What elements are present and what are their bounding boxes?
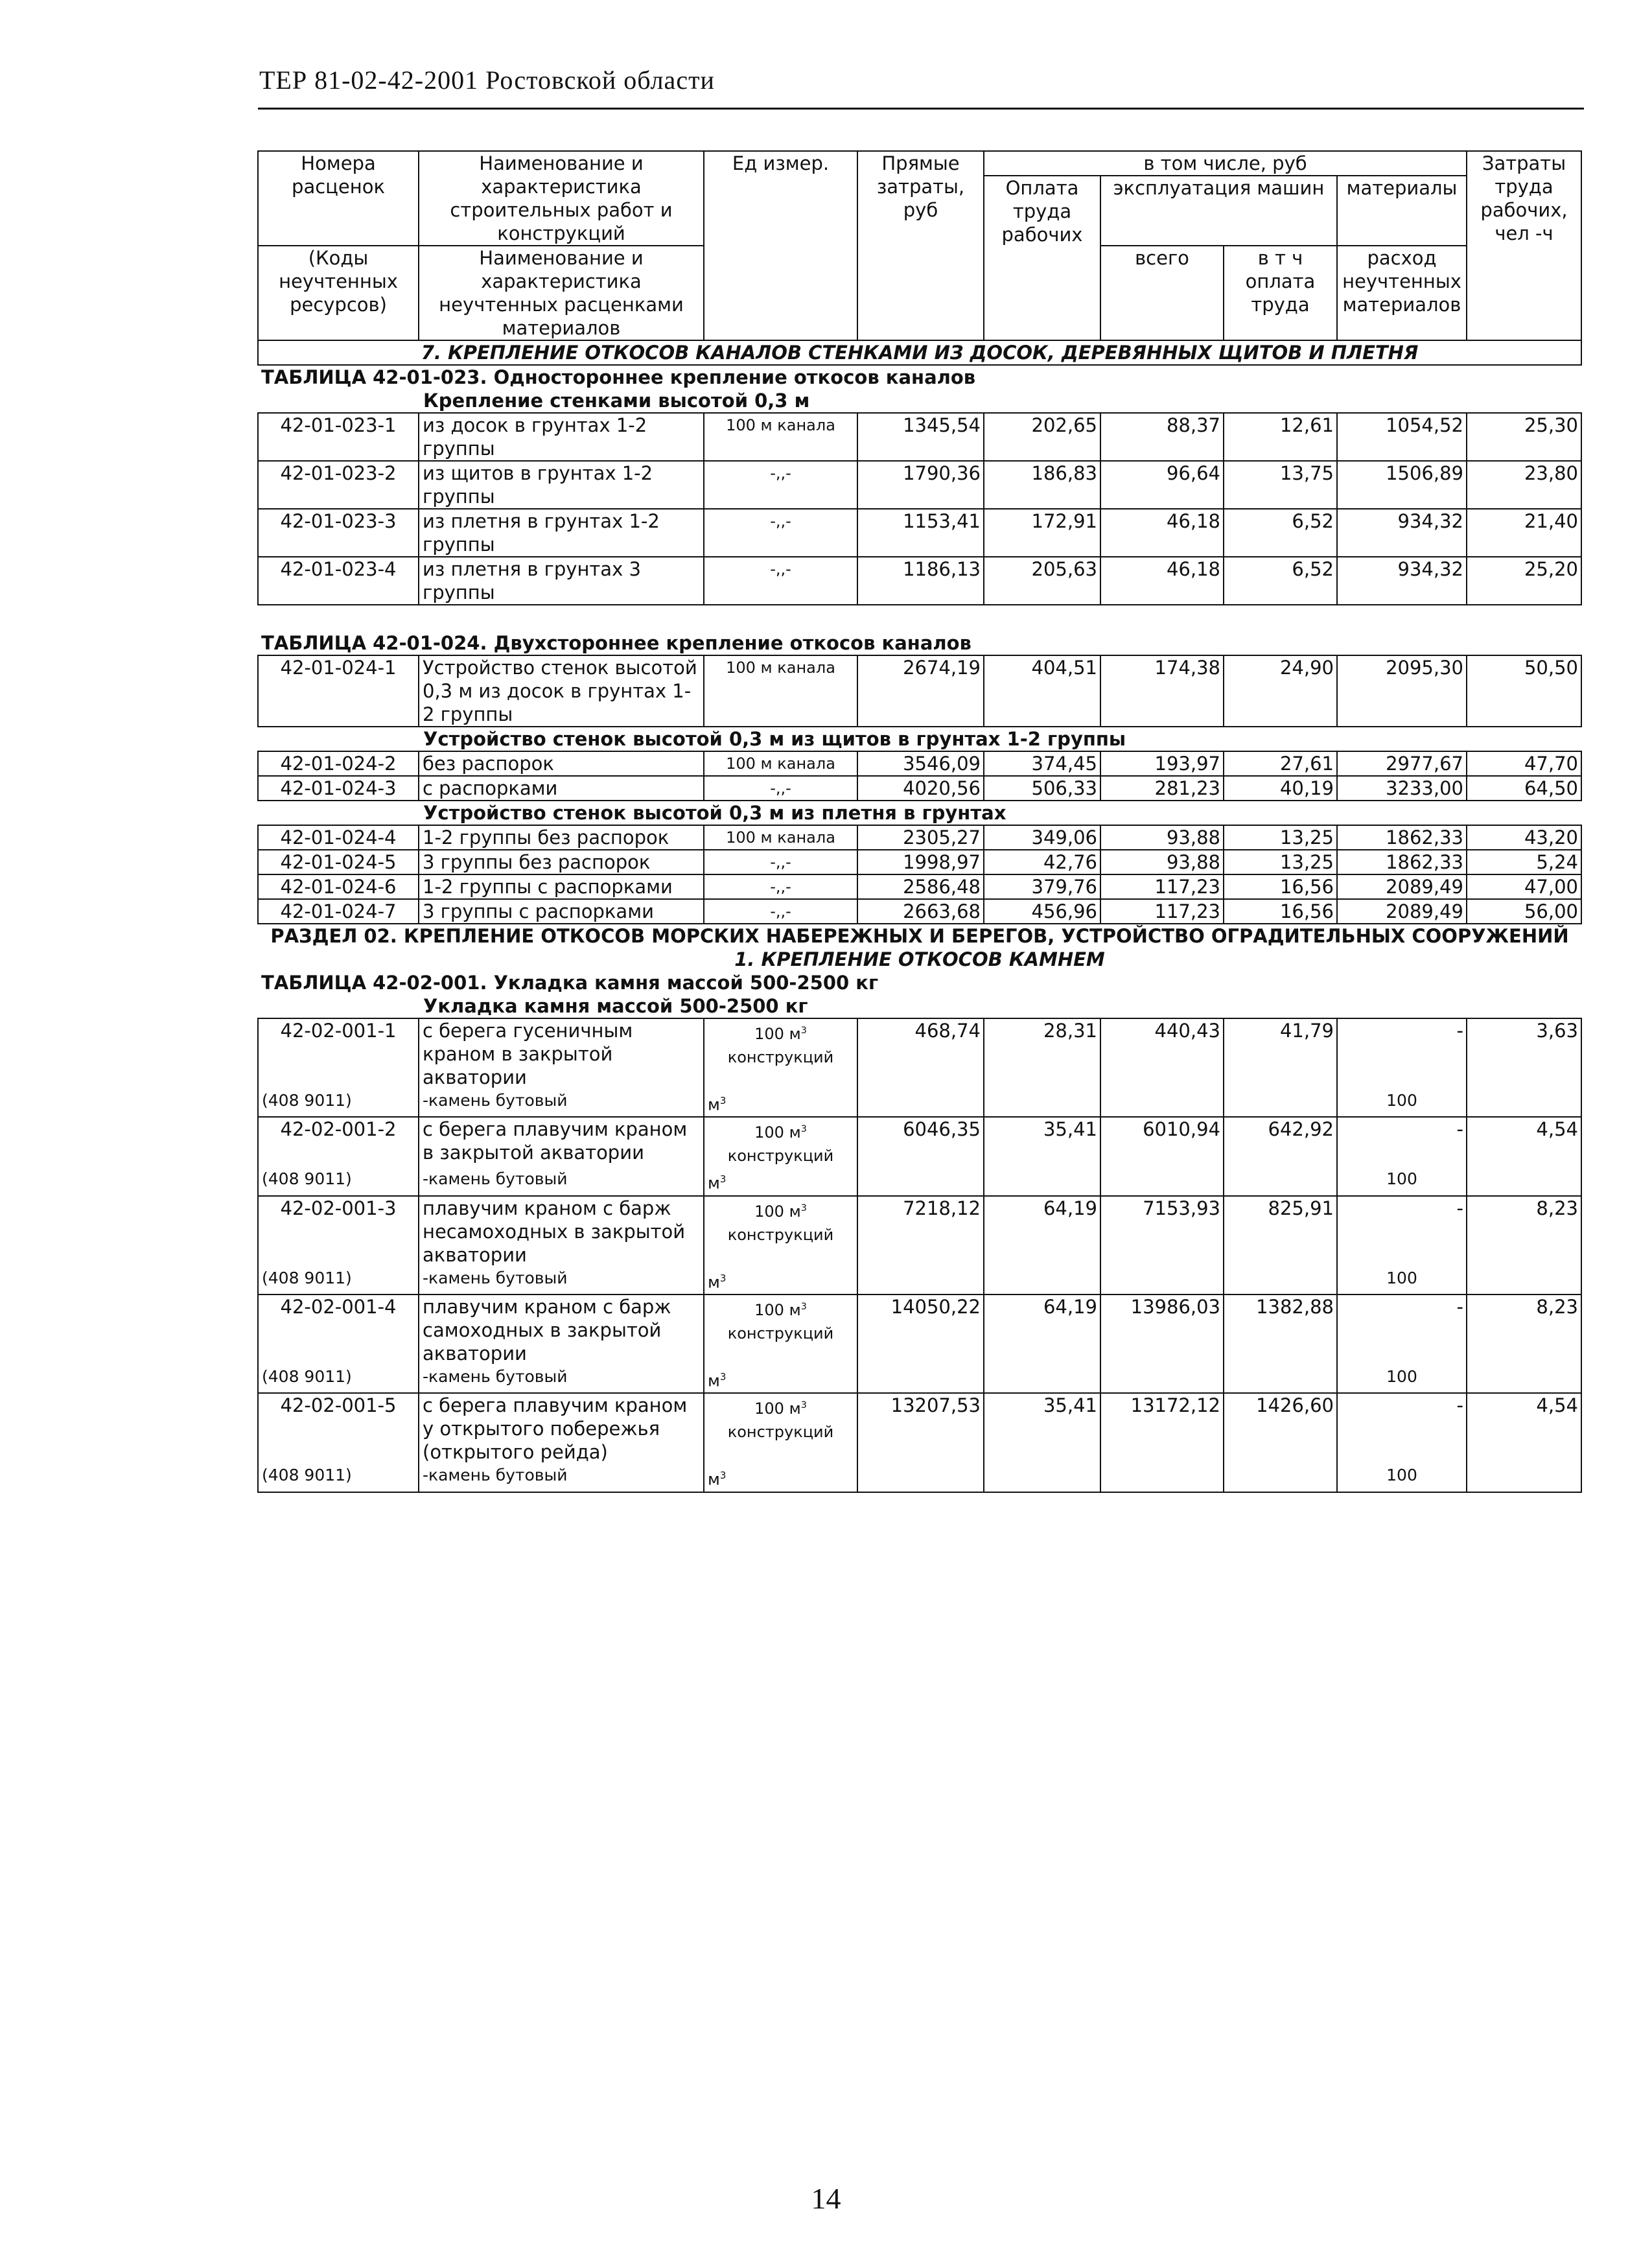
col-name-bottom: Наименование и характеристика неучтенных расценками материалов [419, 246, 704, 340]
res-empty-1 [857, 1365, 984, 1393]
materials-cost: - [1337, 1018, 1467, 1089]
direct-cost: 14050,22 [857, 1295, 984, 1365]
col-materials-sub: расход неучтенных материалов [1337, 246, 1467, 340]
machines-cost: 117,23 [1100, 899, 1224, 924]
resource-qty: 100 [1337, 1167, 1467, 1195]
labor-hours: 56,00 [1467, 899, 1581, 924]
res-empty-1 [857, 1267, 984, 1295]
work-name: с берега плавучим краном у открытого побережья (открытого рейда) [419, 1393, 704, 1464]
materials-cost: - [1337, 1295, 1467, 1365]
direct-cost: 7218,12 [857, 1196, 984, 1267]
work-name: 3 группы с распорками [419, 899, 704, 924]
table-row [258, 509, 1581, 557]
labor-hours: 25,20 [1467, 557, 1581, 605]
resource-name: -камень бутовый [419, 1167, 704, 1195]
labor-hours: 25,30 [1467, 413, 1581, 461]
rate-code: 42-01-024-2 [258, 751, 419, 776]
labor-hours: 8,23 [1467, 1196, 1581, 1267]
res-empty-2 [984, 1267, 1100, 1295]
section-1-title: 1. КРЕПЛЕНИЕ ОТКОСОВ КАМНЕМ [734, 948, 1105, 970]
col-machines: эксплуатация машин [1100, 176, 1337, 246]
resource-code: (408 9011) [258, 1089, 419, 1117]
res-empty-4 [1224, 1267, 1337, 1295]
resource-name: -камень бутовый [419, 1267, 704, 1295]
resource-row [258, 1464, 1581, 1492]
unit: -,,- [704, 509, 857, 557]
work-name: из плетня в грунтах 1-2 группы [419, 509, 704, 557]
direct-cost: 6046,35 [857, 1117, 984, 1167]
rate-code: 42-01-023-1 [258, 413, 419, 461]
machines-labor-cost: 12,61 [1224, 413, 1337, 461]
resource-row [258, 1089, 1581, 1117]
direct-cost: 3546,09 [857, 751, 984, 776]
table-row [258, 1295, 1581, 1365]
work-name: из досок в грунтах 1-2 группы [419, 413, 704, 461]
work-name: 3 группы без распорок [419, 850, 704, 874]
table-024-body-a [258, 655, 1581, 727]
machines-cost: 440,43 [1100, 1018, 1224, 1089]
work-name: с берега гусеничным краном в закрытой акватории [419, 1018, 704, 1089]
direct-cost: 2663,68 [857, 899, 984, 924]
rates-table [257, 150, 1582, 1493]
rate-code: 42-02-001-5 [258, 1393, 419, 1464]
labor-hours: 64,50 [1467, 776, 1581, 801]
materials-cost: 2089,49 [1337, 874, 1467, 899]
machines-cost: 13172,12 [1100, 1393, 1224, 1464]
section-7-title: 7. КРЕПЛЕНИЕ ОТКОСОВ КАНАЛОВ СТЕНКАМИ ИЗ ДОСОК, ДЕРЕВЯННЫХ ЩИТОВ И ПЛЕТНЯ [258, 340, 1581, 365]
rate-code: 42-02-001-4 [258, 1295, 419, 1365]
rate-code: 42-01-024-7 [258, 899, 419, 924]
resource-row [258, 1167, 1581, 1195]
labor-cost: 374,45 [984, 751, 1100, 776]
labor-cost: 456,96 [984, 899, 1100, 924]
direct-cost: 1153,41 [857, 509, 984, 557]
work-name: с распорками [419, 776, 704, 801]
machines-cost: 13986,03 [1100, 1295, 1224, 1365]
rate-code: 42-01-024-3 [258, 776, 419, 801]
col-code-bottom: (Коды неучтенных ресурсов) [258, 246, 419, 340]
materials-cost: 1506,89 [1337, 461, 1467, 509]
machines-labor-cost: 13,25 [1224, 825, 1337, 850]
table-001-subtitle: Укладка камня массой 500-2500 кг [423, 995, 808, 1017]
rate-code: 42-01-024-6 [258, 874, 419, 899]
res-empty-4 [1224, 1365, 1337, 1393]
res-empty-3 [1100, 1089, 1224, 1117]
machines-labor-cost: 16,56 [1224, 899, 1337, 924]
machines-cost: 46,18 [1100, 557, 1224, 605]
resource-code: (408 9011) [258, 1365, 419, 1393]
resource-name: -камень бутовый [419, 1365, 704, 1393]
labor-hours: 47,00 [1467, 874, 1581, 899]
resource-row [258, 1267, 1581, 1295]
materials-cost: 2089,49 [1337, 899, 1467, 924]
machines-labor-cost: 24,90 [1224, 655, 1337, 727]
direct-cost: 2305,27 [857, 825, 984, 850]
table-row [258, 899, 1581, 924]
col-machines-labor: в т ч оплата труда [1224, 246, 1337, 340]
table-row [258, 655, 1581, 727]
work-name: с берега плавучим краном в закрытой акватории [419, 1117, 704, 1167]
resource-unit: $м^3$ [704, 1464, 857, 1492]
work-name: без распорок [419, 751, 704, 776]
materials-cost: 934,32 [1337, 509, 1467, 557]
materials-cost: - [1337, 1196, 1467, 1267]
materials-cost: 3233,00 [1337, 776, 1467, 801]
machines-cost: 93,88 [1100, 850, 1224, 874]
page-number: 14 [811, 2182, 841, 2215]
col-labor: Оплата труда рабочих [984, 176, 1100, 340]
res-empty-5 [1467, 1089, 1581, 1117]
rate-code: 42-01-024-1 [258, 655, 419, 727]
table-024-title: ТАБЛИЦА 42-01-024. Двухстороннее крепление откосов каналов [261, 632, 971, 654]
labor-cost: 404,51 [984, 655, 1100, 727]
machines-cost: 281,23 [1100, 776, 1224, 801]
materials-cost: - [1337, 1393, 1467, 1464]
labor-cost: 64,19 [984, 1196, 1100, 1267]
rate-code: 42-01-023-2 [258, 461, 419, 509]
unit: -,,- [704, 874, 857, 899]
unit: 100 м канала [704, 825, 857, 850]
labor-cost: 205,63 [984, 557, 1100, 605]
unit: 100 м канала [704, 655, 857, 727]
labor-cost: 28,31 [984, 1018, 1100, 1089]
rate-code: 42-02-001-2 [258, 1117, 419, 1167]
rate-code: 42-01-023-4 [258, 557, 419, 605]
machines-labor-cost: 825,91 [1224, 1196, 1337, 1267]
machines-labor-cost: 16,56 [1224, 874, 1337, 899]
resource-qty: 100 [1337, 1464, 1467, 1492]
resource-qty: 100 [1337, 1267, 1467, 1295]
resource-qty: 100 [1337, 1089, 1467, 1117]
res-empty-5 [1467, 1167, 1581, 1195]
res-empty-3 [1100, 1267, 1224, 1295]
res-empty-1 [857, 1089, 984, 1117]
machines-cost: 96,64 [1100, 461, 1224, 509]
unit: -,,- [704, 776, 857, 801]
unit: 100 $м^3$ конструкций [704, 1196, 857, 1267]
labor-hours: 21,40 [1467, 509, 1581, 557]
unit: 100 $м^3$ конструкций [704, 1018, 857, 1089]
res-empty-2 [984, 1167, 1100, 1195]
res-empty-1 [857, 1167, 984, 1195]
materials-cost: 934,32 [1337, 557, 1467, 605]
document-header: ТЕР 81-02-42-2001 Ростовской области [259, 65, 715, 95]
labor-cost: 64,19 [984, 1295, 1100, 1365]
machines-cost: 117,23 [1100, 874, 1224, 899]
table-001-body [258, 1018, 1581, 1492]
table-row [258, 776, 1581, 801]
rate-code: 42-02-001-3 [258, 1196, 419, 1267]
unit: 100 м канала [704, 751, 857, 776]
unit: 100 $м^3$ конструкций [704, 1117, 857, 1167]
work-name: плавучим краном с барж несамоходных в закрытой акватории [419, 1196, 704, 1267]
machines-cost: 6010,94 [1100, 1117, 1224, 1167]
labor-hours: 4,54 [1467, 1117, 1581, 1167]
table-row [258, 825, 1581, 850]
direct-cost: 468,74 [857, 1018, 984, 1089]
table-024-subtitle-b: Устройство стенок высотой 0,3 м из плетня в грунтах [423, 802, 1006, 824]
labor-hours: 5,24 [1467, 850, 1581, 874]
table-023-body [258, 413, 1581, 605]
unit: -,,- [704, 850, 857, 874]
direct-cost: 2674,19 [857, 655, 984, 727]
machines-cost: 46,18 [1100, 509, 1224, 557]
materials-cost: - [1337, 1117, 1467, 1167]
res-empty-4 [1224, 1464, 1337, 1492]
col-unit: Ед измер. [704, 151, 857, 340]
direct-cost: 2586,48 [857, 874, 984, 899]
resource-name: -камень бутовый [419, 1464, 704, 1492]
labor-hours: 4,54 [1467, 1393, 1581, 1464]
machines-labor-cost: 13,75 [1224, 461, 1337, 509]
machines-labor-cost: 1382,88 [1224, 1295, 1337, 1365]
labor-cost: 42,76 [984, 850, 1100, 874]
materials-cost: 1862,33 [1337, 850, 1467, 874]
res-empty-3 [1100, 1464, 1224, 1492]
resource-code: (408 9011) [258, 1167, 419, 1195]
table-row [258, 1117, 1581, 1167]
spacer [258, 605, 1581, 631]
res-empty-4 [1224, 1089, 1337, 1117]
table-row [258, 413, 1581, 461]
table-row [258, 1018, 1581, 1089]
table-024-body-b [258, 751, 1581, 801]
res-empty-2 [984, 1089, 1100, 1117]
direct-cost: 1998,97 [857, 850, 984, 874]
col-incl: в том числе, руб [984, 151, 1467, 176]
machines-labor-cost: 41,79 [1224, 1018, 1337, 1089]
labor-cost: 35,41 [984, 1393, 1100, 1464]
col-direct: Прямые затраты, руб [857, 151, 984, 340]
machines-cost: 7153,93 [1100, 1196, 1224, 1267]
rate-code: 42-01-023-3 [258, 509, 419, 557]
machines-labor-cost: 6,52 [1224, 509, 1337, 557]
unit: -,,- [704, 461, 857, 509]
price-table [257, 150, 1581, 1493]
labor-hours: 8,23 [1467, 1295, 1581, 1365]
resource-unit: $м^3$ [704, 1365, 857, 1393]
direct-cost: 13207,53 [857, 1393, 984, 1464]
work-name: из щитов в грунтах 1-2 группы [419, 461, 704, 509]
res-empty-3 [1100, 1167, 1224, 1195]
machines-labor-cost: 1426,60 [1224, 1393, 1337, 1464]
labor-hours: 23,80 [1467, 461, 1581, 509]
resource-code: (408 9011) [258, 1464, 419, 1492]
machines-labor-cost: 13,25 [1224, 850, 1337, 874]
machines-cost: 193,97 [1100, 751, 1224, 776]
table-row [258, 557, 1581, 605]
res-empty-2 [984, 1365, 1100, 1393]
work-name: 1-2 группы без распорок [419, 825, 704, 850]
labor-hours: 50,50 [1467, 655, 1581, 727]
resource-unit: $м^3$ [704, 1267, 857, 1295]
table-023-subtitle: Крепление стенками высотой 0,3 м [423, 390, 810, 412]
labor-cost: 35,41 [984, 1117, 1100, 1167]
labor-hours: 43,20 [1467, 825, 1581, 850]
materials-cost: 2977,67 [1337, 751, 1467, 776]
unit: -,,- [704, 899, 857, 924]
resource-row [258, 1365, 1581, 1393]
table-024-subtitle-a: Устройство стенок высотой 0,3 м из щитов в грунтах 1-2 группы [423, 728, 1126, 750]
unit: -,,- [704, 557, 857, 605]
direct-cost: 1345,54 [857, 413, 984, 461]
work-name: 1-2 группы с распорками [419, 874, 704, 899]
resource-unit: $м^3$ [704, 1089, 857, 1117]
col-name-top: Наименование и характеристика строительных работ и конструкций [419, 151, 704, 246]
resource-name: -камень бутовый [419, 1089, 704, 1117]
res-empty-5 [1467, 1464, 1581, 1492]
table-023-title: ТАБЛИЦА 42-01-023. Одностороннее крепление откосов каналов [261, 366, 976, 388]
col-machines-total: всего [1100, 246, 1224, 340]
resource-qty: 100 [1337, 1365, 1467, 1393]
res-empty-5 [1467, 1365, 1581, 1393]
machines-cost: 88,37 [1100, 413, 1224, 461]
res-empty-4 [1224, 1167, 1337, 1195]
direct-cost: 4020,56 [857, 776, 984, 801]
res-empty-3 [1100, 1365, 1224, 1393]
work-name: плавучим краном с барж самоходных в закрытой акватории [419, 1295, 704, 1365]
resource-code: (408 9011) [258, 1267, 419, 1295]
work-name: Устройство стенок высотой 0,3 м из досок в грунтах 1-2 группы [419, 655, 704, 727]
col-labor-hours: Затраты труда рабочих, чел -ч [1467, 151, 1581, 340]
machines-labor-cost: 27,61 [1224, 751, 1337, 776]
res-empty-5 [1467, 1267, 1581, 1295]
direct-cost: 1186,13 [857, 557, 984, 605]
part-02-title: РАЗДЕЛ 02. КРЕПЛЕНИЕ ОТКОСОВ МОРСКИХ НАБЕРЕЖНЫХ И БЕРЕГОВ, УСТРОЙСТВО ОГРАДИТЕЛЬНЫХ СООРУЖЕНИЙ [270, 925, 1569, 947]
res-empty-1 [857, 1464, 984, 1492]
rate-code: 42-01-024-4 [258, 825, 419, 850]
rate-code: 42-01-024-5 [258, 850, 419, 874]
table-row [258, 1196, 1581, 1267]
labor-cost: 202,65 [984, 413, 1100, 461]
labor-cost: 506,33 [984, 776, 1100, 801]
machines-labor-cost: 6,52 [1224, 557, 1337, 605]
labor-cost: 349,06 [984, 825, 1100, 850]
rate-code: 42-02-001-1 [258, 1018, 419, 1089]
labor-cost: 186,83 [984, 461, 1100, 509]
labor-hours: 47,70 [1467, 751, 1581, 776]
machines-labor-cost: 642,92 [1224, 1117, 1337, 1167]
machines-cost: 93,88 [1100, 825, 1224, 850]
table-row [258, 1393, 1581, 1464]
resource-unit: $м^3$ [704, 1167, 857, 1195]
labor-cost: 172,91 [984, 509, 1100, 557]
table-row [258, 751, 1581, 776]
header-rule [258, 108, 1584, 110]
labor-hours: 3,63 [1467, 1018, 1581, 1089]
machines-labor-cost: 40,19 [1224, 776, 1337, 801]
materials-cost: 1862,33 [1337, 825, 1467, 850]
unit: 100 $м^3$ конструкций [704, 1393, 857, 1464]
table-024-body-c [258, 825, 1581, 924]
machines-cost: 174,38 [1100, 655, 1224, 727]
direct-cost: 1790,36 [857, 461, 984, 509]
materials-cost: 2095,30 [1337, 655, 1467, 727]
table-row [258, 850, 1581, 874]
work-name: из плетня в грунтах 3 группы [419, 557, 704, 605]
labor-cost: 379,76 [984, 874, 1100, 899]
materials-cost: 1054,52 [1337, 413, 1467, 461]
table-row [258, 461, 1581, 509]
unit: 100 м канала [704, 413, 857, 461]
res-empty-2 [984, 1464, 1100, 1492]
col-materials: материалы [1337, 176, 1467, 246]
unit: 100 $м^3$ конструкций [704, 1295, 857, 1365]
table-row [258, 874, 1581, 899]
table-001-title: ТАБЛИЦА 42-02-001. Укладка камня массой 500-2500 кг [261, 972, 879, 994]
col-code-top: Номера расценок [258, 151, 419, 246]
